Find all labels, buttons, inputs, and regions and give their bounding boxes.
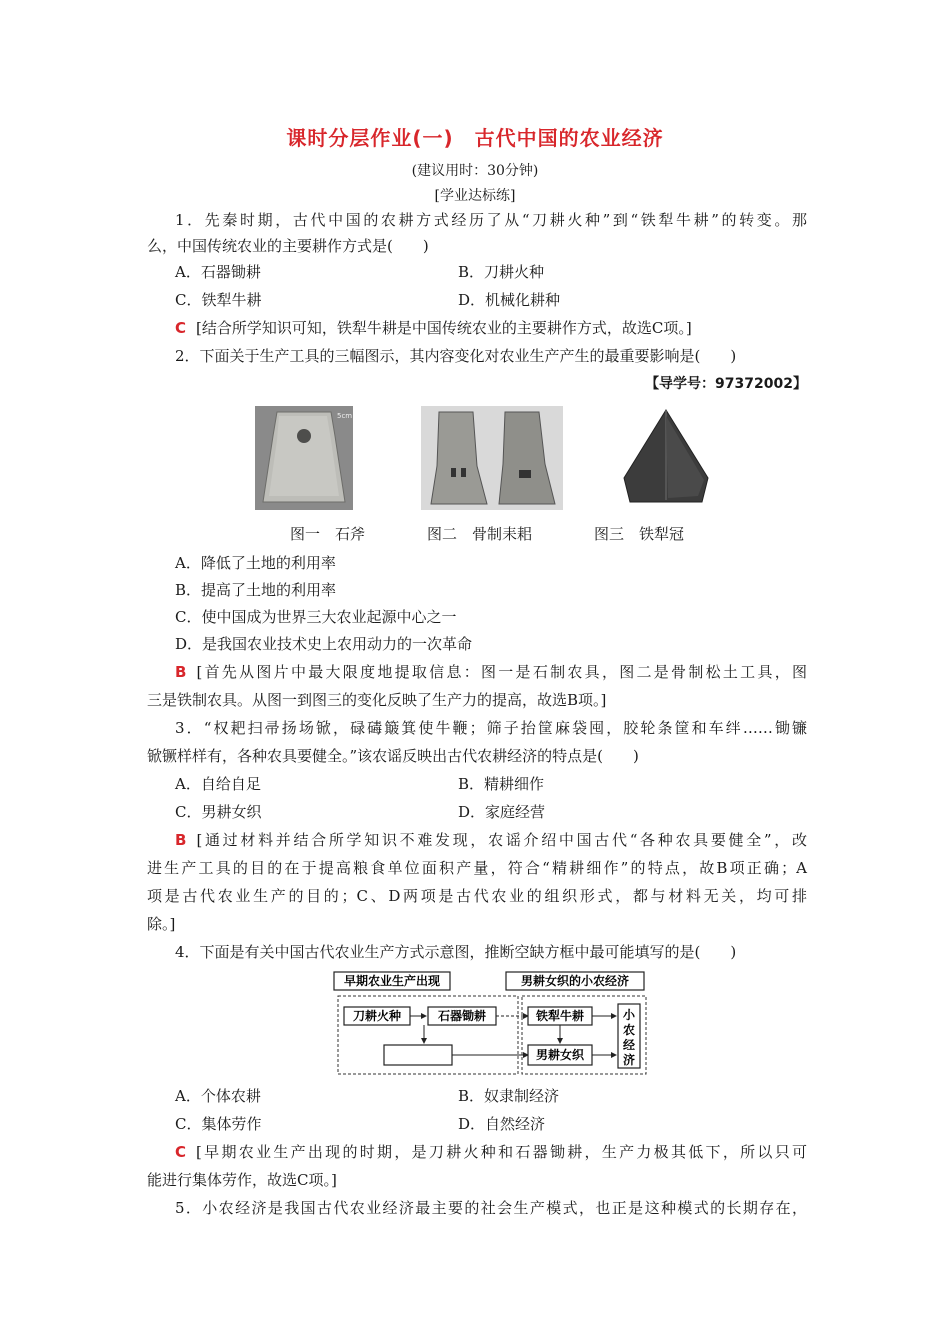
q4-option-a: A．个体农耕 <box>175 1087 261 1105</box>
q1-answer <box>175 318 692 338</box>
q1-option-a: A．石器锄耕 <box>175 263 261 281</box>
box-iron-plough-label: 铁犁牛耕 <box>535 1009 585 1023</box>
page-title: 课时分层作业(一) 古代中国的农业经济 <box>286 126 664 150</box>
q4-answer-letter: C <box>175 1143 187 1161</box>
agriculture-mode-diagram <box>332 968 650 1078</box>
time-note: (建议用时：30分钟) <box>411 163 539 179</box>
box-men-farm-women-weave-label: 男耕女织 <box>535 1048 585 1062</box>
q5-stem-line1: 5．小农经济是我国古代农业经济最主要的社会生产模式，也正是这种模式的长期存在， <box>175 1199 807 1217</box>
figure2-caption: 图二 骨制耒耜 <box>427 525 533 543</box>
q1-option-d: D．机械化耕种 <box>458 291 561 309</box>
box-stone-hoe-label: 石器锄耕 <box>437 1009 487 1023</box>
q1-explanation: [结合所学知识可知，铁犁牛耕是中国传统农业的主要耕作方式，故选C项。] <box>196 319 692 337</box>
q2-option-a: A．降低了土地的利用率 <box>175 554 336 572</box>
q1-stem-line2: 么，中国传统农业的主要耕作方式是( ) <box>147 237 429 255</box>
q2-option-c: C．使中国成为世界三大农业起源中心之一 <box>175 608 457 626</box>
q2-option-b: B．提高了土地的利用率 <box>175 581 337 599</box>
q4-explanation-line1: [早期农业生产出现的时期，是刀耕火种和石器锄耕，生产力极其低下，所以只可 <box>196 1143 807 1161</box>
q1-answer-letter: C <box>175 319 187 337</box>
bone-spade-image <box>421 406 563 510</box>
q2-option-d: D．是我国农业技术史上农用动力的一次革命 <box>175 635 473 653</box>
small-peasant-char-2: 农 <box>622 1023 636 1037</box>
q2-stem: 2．下面关于生产工具的三幅图示，其内容变化对农业生产产生的最重要影响是( ) <box>175 347 737 365</box>
q2-explanation-line2: 三是铁制农具。从图一到图三的变化反映了生产力的提高，故选B项。] <box>147 691 607 709</box>
guide-number: 【导学号：97372002】 <box>645 376 807 392</box>
q3-explanation-line1: [通过材料并结合所学知识不难发现，农谣介绍中国古代“各种农具要健全”，改 <box>196 831 807 849</box>
small-peasant-char-4: 济 <box>622 1053 636 1067</box>
q4-explanation-line2: 能进行集体劳作，故选C项。] <box>147 1171 337 1189</box>
section-heading: [学业达标练] <box>434 188 516 204</box>
figure1-caption: 图一 石斧 <box>290 525 366 543</box>
q2-explanation-line1: [首先从图片中最大限度地提取信息：图一是石制农具，图二是骨制松土工具，图 <box>196 663 807 681</box>
left-section-title: 早期农业生产出现 <box>343 974 441 988</box>
q3-option-d: D．家庭经营 <box>458 803 546 821</box>
q3-option-b: B．精耕细作 <box>458 775 545 793</box>
q4-answer <box>175 1142 807 1162</box>
q4-option-d: D．自然经济 <box>458 1115 546 1133</box>
q2-answer-letter: B <box>175 663 187 681</box>
q3-option-c: C．男耕女织 <box>175 803 262 821</box>
svg-text:5cm: 5cm <box>337 412 353 420</box>
q3-stem-line1: 3．“权耙扫帚扬场锨，碌碡簸箕使牛鞭；筛子抬筐麻袋囤，胶轮条筐和车绊……锄镰 <box>175 719 807 737</box>
blank-answer-box <box>384 1045 452 1065</box>
small-peasant-char-3: 经 <box>622 1038 636 1052</box>
iron-plough-image <box>618 406 714 510</box>
box-slash-and-burn-label: 刀耕火种 <box>352 1009 402 1023</box>
q3-option-a: A．自给自足 <box>175 775 261 793</box>
right-section-title: 男耕女织的小农经济 <box>520 974 630 988</box>
q3-explanation-line4: 除。] <box>147 915 176 933</box>
q4-stem: 4．下面是有关中国古代农业生产方式示意图，推断空缺方框中最可能填写的是( ) <box>175 943 737 961</box>
small-peasant-char-1: 小 <box>622 1008 636 1022</box>
q4-option-c: C．集体劳作 <box>175 1115 262 1133</box>
q3-explanation-line2: 进生产工具的目的在于提高粮食单位面积产量，符合“精耕细作”的特点，故B项正确；A <box>147 859 807 877</box>
q1-stem-line1: 1．先秦时期，古代中国的农耕方式经历了从“刀耕火种”到“铁犁牛耕”的转变。那 <box>175 211 807 229</box>
q4-option-b: B．奴隶制经济 <box>458 1087 560 1105</box>
stone-axe-image <box>255 406 353 510</box>
figure3-caption: 图三 铁犁冠 <box>594 525 685 543</box>
q3-stem-line2: 锨镢样样有，各种农具要健全。”该农谣反映出古代农耕经济的特点是( ) <box>147 747 639 765</box>
q3-answer-letter: B <box>175 831 187 849</box>
q1-option-c: C．铁犁牛耕 <box>175 291 262 309</box>
q3-answer <box>175 830 807 850</box>
q3-explanation-line3: 项是古代农业生产的目的；C、D两项是古代农业的组织形式，都与材料无关，均可排 <box>147 887 807 905</box>
q1-option-b: B．刀耕火种 <box>458 263 545 281</box>
q2-answer <box>175 662 807 682</box>
